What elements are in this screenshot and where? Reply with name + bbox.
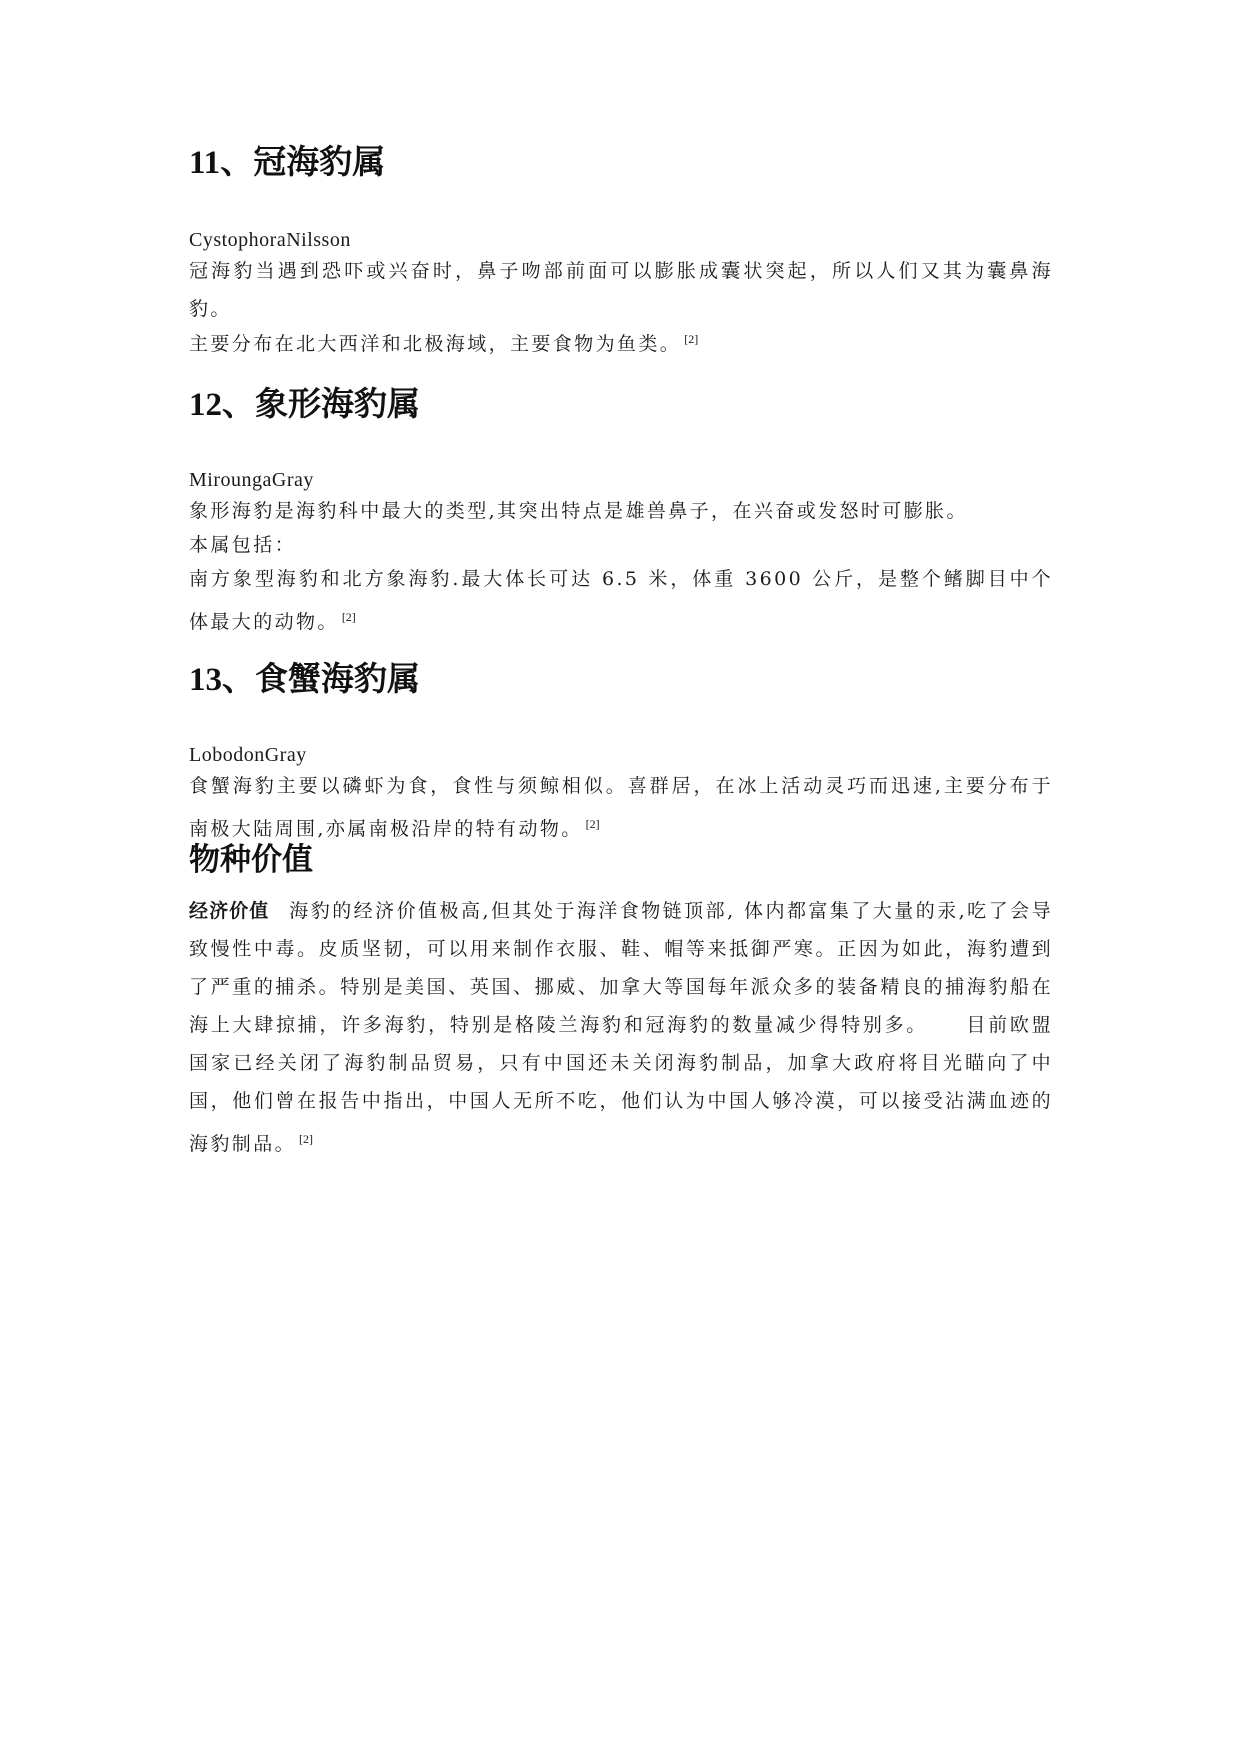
paragraph [189, 526, 1053, 564]
value-paragraph [189, 892, 1053, 1163]
latin-name: CystophoraNilsson [189, 229, 351, 251]
section-separator: 、 [222, 659, 255, 698]
section-title: 食蟹海豹属 [255, 659, 420, 698]
paragraph-text: 象形海豹是海豹科中最大的类型,其突出特点是雄兽鼻子，在兴奋或发怒时可膨胀。 [189, 500, 968, 522]
section-title: 象形海豹属 [255, 384, 420, 423]
paragraph-text: 本属包括： [189, 534, 297, 556]
section-heading-13 [189, 659, 1053, 700]
citation-ref[interactable]: [2] [341, 610, 356, 624]
section-heading-12 [189, 384, 1053, 425]
run-in-label: 经济价值 [189, 900, 270, 922]
paragraph [189, 492, 1053, 530]
citation-ref[interactable]: [2] [684, 332, 699, 346]
section-number: 13 [189, 662, 222, 698]
section-number: 12 [189, 387, 222, 423]
section-title: 冠海豹属 [253, 142, 386, 181]
paragraph [189, 320, 1053, 363]
latin-name: LobodonGray [189, 744, 307, 766]
paragraph-text: 目前欧盟国家已经关闭了海豹制品贸易，只有中国还未关闭海豹制品，加拿大政府将目光瞄向了中国，他们曾在报告中指出，中国人无所不吃，他们认为中国人够冷漠，可以接受沾满血迹的海豹制品。 [189, 1014, 1053, 1155]
paragraph-text: 冠海豹当遇到恐吓或兴奋时，鼻子吻部前面可以膨胀成囊状突起，所以人们又其为囊鼻海豹。 [189, 260, 1053, 320]
citation-ref[interactable]: [2] [299, 1132, 314, 1146]
section-separator: 、 [222, 384, 255, 423]
paragraph [189, 560, 1053, 641]
section-number: 11 [189, 145, 221, 181]
latin-name: MiroungaGray [189, 469, 314, 491]
paragraph-text: 主要分布在北大西洋和北极海域，主要食物为鱼类。 [189, 333, 682, 355]
paragraph-text: 南方象型海豹和北方象海豹.最大体长可达 6.5 米，体重 3600 公斤，是整个鳍脚目中个体最大的动物。 [189, 568, 1053, 633]
value-heading: 物种价值 [189, 842, 313, 878]
paragraph [189, 767, 1053, 848]
section-heading-11 [189, 142, 1053, 183]
paragraph-text: 食蟹海豹主要以磷虾为食，食性与须鲸相似。喜群居，在冰上活动灵巧而迅速,主要分布于南极大陆周围,亦属南极沿岸的特有动物。 [189, 775, 1053, 840]
paragraph [189, 252, 1053, 328]
section-separator: 、 [220, 142, 254, 181]
paragraph-text: 海豹的经济价值极高,但其处于海洋食物链顶部, 体内都富集了大量的汞,吃了会导致慢性中毒。皮质坚韧，可以用来制作衣服、鞋、帽等来抵御严寒。正因为如此，海豹遭到了严重的捕杀。特别是美国、英国、挪威、加拿大等国每年派众多的装备精良的捕海豹船在海上大肆掠捕，许多海豹，特别是格陵兰海豹和冠海豹的数量减少得特别多。 [189, 900, 1053, 1036]
citation-ref[interactable]: [2] [585, 817, 600, 831]
